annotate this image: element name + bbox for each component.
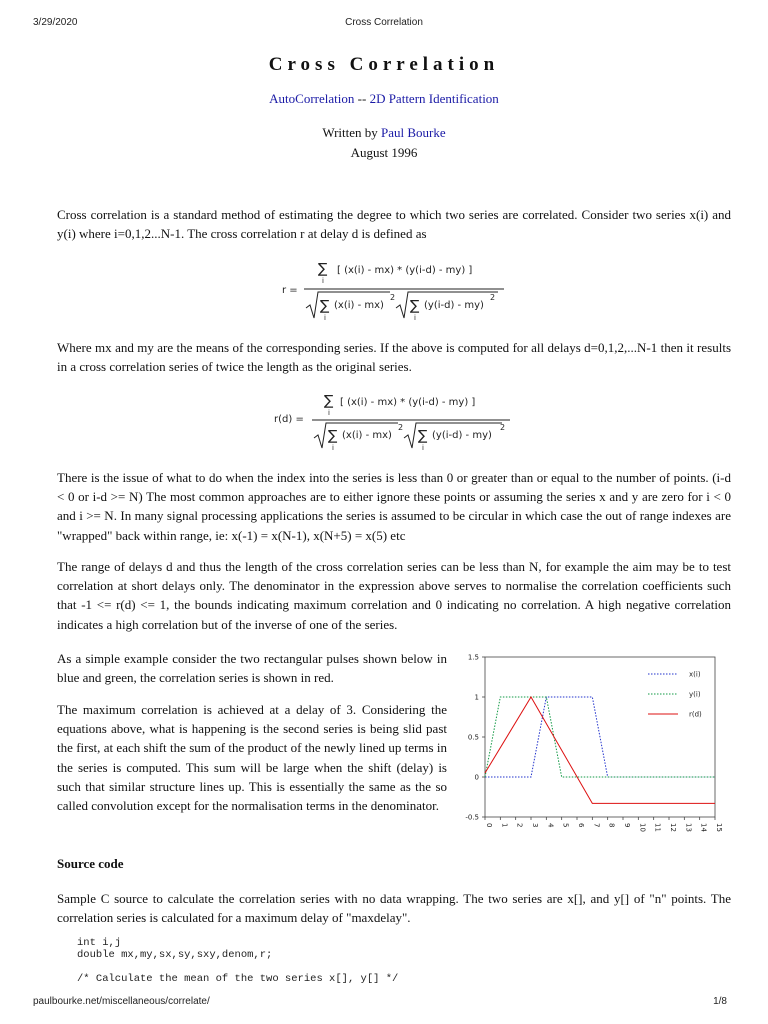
author-link[interactable]: Paul Bourke	[381, 125, 446, 140]
y-tick-label: -0.5	[465, 813, 479, 822]
x-tick-label: 9	[623, 823, 631, 828]
byline	[0, 123, 768, 163]
intro-paragraph: Cross correlation is a standard method of estimating the degree to which two series are correlated. Consider two series x(i) and y(i) where i=0,1,2...N-1. The cross correlation r at delay d is defined as	[57, 207, 731, 242]
formula2-lhs: r(d) =	[274, 414, 304, 425]
x-tick-label: 5	[561, 823, 570, 828]
formula2-num-index: i	[328, 409, 330, 417]
delay-range-paragraph: The range of delays d and thus the length of the cross correlation series can be less than N, for example the aim may be to test correlation at short delays only. The denominator in the expression above serves to normalise the correlation coefficients such that -1 <= r(d) <= 1, the bounds indicating maximum correlation and 0 indicating no correlation. A high negative correlation indicates a high correlation but of the inverse of one of the series.	[57, 559, 731, 632]
autocorrelation-link[interactable]: AutoCorrelation	[269, 91, 355, 106]
print-page-number: 1/8	[713, 996, 727, 1007]
nav-separator: --	[357, 91, 367, 106]
formula1-exp-x: 2	[390, 293, 396, 302]
legend-label: x(i)	[689, 670, 701, 679]
means-paragraph: Where mx and my are the means of the corresponding series. If the above is computed for all delays d=0,1,2,...N-1 then it results in a cross correlation series of twice the length as the original series.	[57, 340, 731, 375]
x-tick-label: 3	[531, 823, 539, 828]
correlation-chart	[455, 650, 725, 835]
formula1-num-index: i	[322, 277, 324, 285]
source-intro-paragraph: Sample C source to calculate the correlation series with no data wrapping. The two series are x[], and y[] of "n" points. The correlation series is calculated for a maximum delay of "maxdelay".	[57, 891, 731, 926]
formula2-den-sum-x: ∑	[328, 428, 338, 444]
formula2-den-index-y: i	[422, 444, 424, 452]
x-tick-label: 6	[577, 823, 585, 828]
formula2-den-sum-y: ∑	[418, 428, 428, 444]
print-header	[0, 17, 768, 31]
print-url: paulbourke.net/miscellaneous/correlate/	[33, 996, 210, 1007]
x-tick-label: 8	[607, 823, 616, 828]
print-date: 3/29/2020	[33, 17, 78, 28]
chart-series	[485, 697, 715, 803]
formula1-exp-y: 2	[490, 293, 496, 302]
x-tick-label: 12	[669, 823, 677, 832]
print-title: Cross Correlation	[345, 17, 423, 28]
formula2-numerator: [ (x(i) - mx) * (y(i-d) - my) ]	[340, 397, 476, 408]
chart-axes	[465, 654, 723, 833]
y-tick-label: 0.5	[467, 733, 479, 742]
formula1-den-x: (x(i) - mx)	[334, 300, 384, 311]
x-tick-label: 13	[684, 823, 693, 832]
x-tick-label: 0	[485, 823, 493, 828]
boundary-paragraph: There is the issue of what to do when the index into the series is less than 0 or greater than or equal to the number of points. (i-d < 0 or i-d >= N) The most common approaches are to either ignore these points or assuming the series x and y are zero for i < 0 and i >= N. In many signal processing applications the series is assumed to be circular in which case the out of range indexes are "wrapped" back within range, ie: x(-1) = x(N-1), x(N+5) = x(5) etc	[57, 470, 731, 543]
publish-date: August 1996	[350, 145, 418, 160]
x-tick-label: 7	[592, 823, 601, 828]
formula1-den-sum-y: ∑	[410, 298, 420, 314]
formula2-exp-y: 2	[500, 423, 506, 432]
formula2-den-y: (y(i-d) - my)	[432, 430, 492, 441]
source-code-heading: Source code	[57, 856, 124, 871]
formula1-numerator: [ (x(i) - mx) * (y(i-d) - my) ]	[337, 265, 473, 276]
pattern-identification-link[interactable]: 2D Pattern Identification	[369, 91, 499, 106]
formula2-den-x: (x(i) - mx)	[342, 430, 392, 441]
page-title: Cross Correlation	[268, 54, 500, 75]
cross-correlation-formula	[282, 258, 512, 326]
x-tick-label: 4	[546, 823, 555, 828]
chart-legend	[648, 671, 702, 719]
x-tick-label: 14	[699, 823, 708, 832]
byline-prefix: Written by	[322, 125, 378, 140]
formula2-exp-x: 2	[398, 423, 404, 432]
delay-correlation-formula	[274, 390, 514, 456]
x-tick-label: 11	[653, 823, 662, 832]
formula1-den-index-y: i	[414, 314, 416, 322]
code-line: int i,j	[77, 937, 122, 949]
code-line: /* Calculate the mean of the two series x[], y[] */	[77, 973, 399, 985]
y-tick-label: 0	[474, 773, 479, 782]
series-line-r(d)	[485, 697, 715, 803]
code-block	[77, 937, 398, 985]
x-tick-label: 2	[515, 823, 524, 828]
series-line-x(i)	[485, 697, 715, 777]
related-links	[0, 91, 768, 107]
x-tick-label: 15	[715, 823, 723, 832]
example-paragraph: As a simple example consider the two rectangular pulses shown below in blue and green, the correlation series is shown in red.	[57, 651, 447, 686]
code-line: double mx,my,sx,sy,sxy,denom,r;	[77, 949, 273, 961]
formula1-den-y: (y(i-d) - my)	[424, 300, 484, 311]
formula2-den-index-x: i	[332, 444, 334, 452]
y-tick-label: 1	[474, 693, 479, 702]
y-tick-label: 1.5	[467, 653, 479, 662]
formula1-den-index-x: i	[324, 314, 326, 322]
legend-label: r(d)	[689, 710, 702, 719]
formula1-lhs: r =	[282, 285, 298, 296]
formula1-den-sum-x: ∑	[320, 298, 330, 314]
x-tick-label: 1	[500, 823, 509, 828]
print-footer	[0, 996, 768, 1010]
formula1-num-sum: ∑	[318, 261, 328, 277]
max-correlation-paragraph: The maximum correlation is achieved at a delay of 3. Considering the equations above, what is happening is the second series is being slid past the first, at each shift the sum of the product of the newly lined up terms in the series is computed. This sum will be large when the shift (delay) is such that similar structure lines up. This is essentially the same as the so called convolution except for the normalisation terms in the denominator.	[57, 702, 447, 814]
x-tick-label: 10	[638, 823, 647, 832]
formula2-num-sum: ∑	[324, 393, 334, 409]
legend-label: y(i)	[689, 690, 701, 699]
